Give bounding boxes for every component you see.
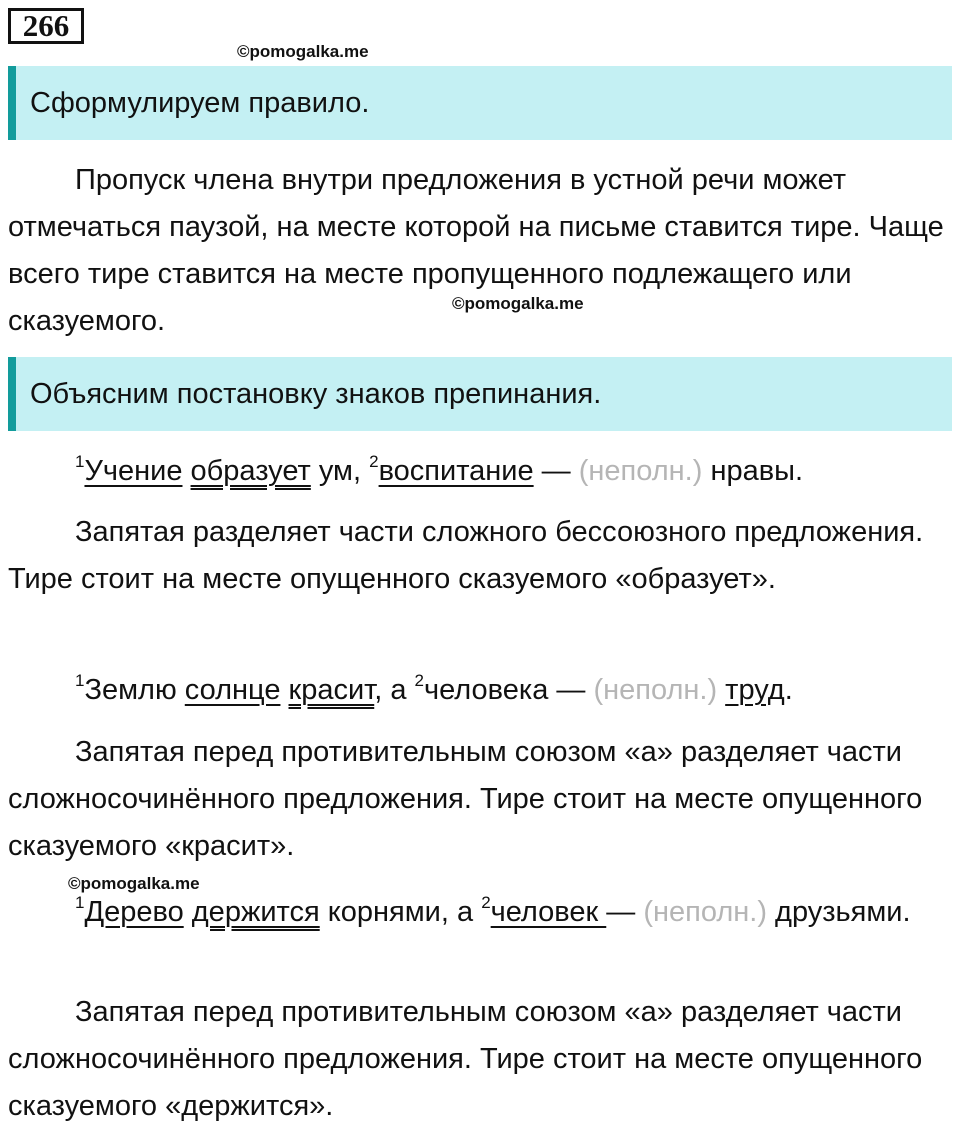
sentence-text [717, 674, 725, 706]
example-explanation-2: Запятая перед противительным союзом «а» разделяет части сложносочинённого предложения. Тире стоит на месте опущенного сказуемого «красит». [8, 736, 923, 862]
sentence-text [280, 674, 288, 706]
incomplete-note: (неполн.) [593, 674, 718, 706]
clause-number: 1 [75, 671, 85, 690]
rule-text: Пропуск члена внутри предложения в устной речи может отмечаться паузой, на месте которой на письме ставится тире. Чаще всего тире ставится на месте пропущенного подлежащего или сказуемого. [8, 164, 944, 337]
sentence-text [184, 896, 192, 928]
example-sentence-1 [8, 448, 952, 495]
sentence-text: . [784, 674, 793, 706]
subject: воспитание [378, 455, 534, 487]
example-sentence-2 [8, 667, 952, 714]
clause-number: 1 [75, 452, 85, 471]
sentence-text: корнями, а [319, 896, 482, 928]
rule-heading-text: Сформулируем правило. [30, 86, 370, 119]
task-number: 266 [8, 8, 84, 44]
sentence-text: — [533, 455, 579, 487]
sentence-text: ум, [310, 455, 370, 487]
example-explanation-3: Запятая перед противительным союзом «а» разделяет части сложносочинённого предложения. Тире стоит на месте опущенного сказуемого «держится». [8, 996, 923, 1122]
subject: труд [725, 674, 785, 706]
example-sentence-3 [8, 889, 952, 936]
example-explanation-1: Запятая разделяет части сложного бессоюзного предложения. Тире стоит на месте опущенного сказуемого «образует». [8, 516, 924, 595]
subject: Дерево [84, 896, 184, 928]
sentence-text: друзьями. [766, 896, 911, 928]
sentence-text: Землю [84, 674, 185, 706]
sentence-text: , а [374, 674, 415, 706]
clause-number: 2 [481, 893, 491, 912]
rule-heading [8, 66, 952, 140]
sentence-text: человека — [424, 674, 594, 706]
subject: Учение [84, 455, 183, 487]
clause-number: 2 [414, 671, 425, 690]
incomplete-note: (неполн.) [643, 896, 767, 928]
clause-number: 1 [75, 893, 85, 912]
watermark: ©pomogalka.me [237, 42, 369, 61]
subject: солнце [184, 674, 281, 706]
predicate: держится [191, 896, 320, 928]
clause-number: 2 [369, 452, 379, 471]
sentence-text: — [606, 896, 644, 928]
watermark: ©pomogalka.me [68, 874, 200, 893]
sentence-text: нравы. [702, 455, 804, 487]
predicate: образует [190, 455, 311, 487]
incomplete-note: (неполн.) [578, 455, 703, 487]
subject: человек [490, 896, 607, 928]
explain-heading [8, 357, 952, 431]
explain-heading-text: Объясним постановку знаков препинания. [30, 377, 602, 410]
watermark: ©pomogalka.me [452, 294, 584, 313]
predicate: красит [288, 674, 375, 706]
